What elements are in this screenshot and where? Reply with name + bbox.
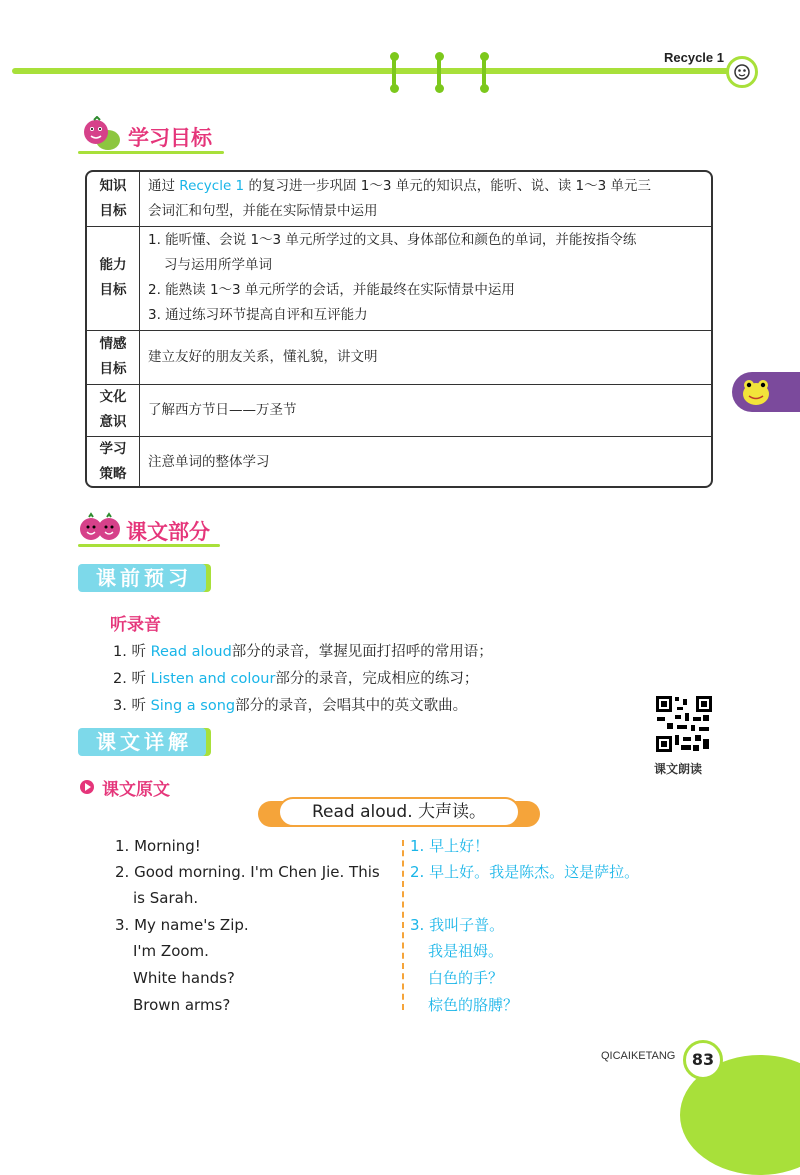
english-line: Brown arms?: [133, 996, 231, 1014]
header-line: [12, 68, 740, 74]
listen-title: 听录音: [110, 615, 161, 635]
row-content: 了解西方节日——万圣节: [140, 384, 712, 436]
english-line: 1. Morning!: [115, 837, 201, 855]
page-number: 83: [683, 1040, 723, 1080]
list-item: 2. 听 Listen and colour部分的录音，完成相应的练习；: [113, 671, 479, 687]
chinese-line: 白色的手？: [428, 969, 504, 987]
original-text-title: 课文原文: [102, 780, 170, 800]
row-label: 文化 意识: [87, 384, 140, 436]
chinese-line: 我是祖姆。: [428, 942, 504, 960]
english-line: White hands?: [133, 969, 235, 987]
english-line: 3. My name's Zip.: [115, 916, 249, 934]
chinese-line: 2. 早上好。我是陈杰。这是萨拉。: [410, 863, 640, 881]
fruit-mascot-icon: [78, 512, 122, 544]
goals-underline: [78, 151, 224, 154]
row-label: 能力 目标: [87, 226, 140, 330]
preview-banner: 课前预习: [78, 564, 206, 592]
english-line: I'm Zoom.: [133, 942, 209, 960]
english-line: is Sarah.: [133, 889, 199, 907]
mascot-icon: [726, 56, 758, 88]
qr-code-icon[interactable]: [655, 695, 713, 753]
explain-banner: 课文详解: [78, 728, 206, 756]
row-content: 1. 能听懂、会说 1～3 单元所学过的文具、身体部位和颜色的单词，并能按指令练 习与运用所学单词 2. 能熟读 1～3 单元所学的会话，并能最终在实际情景中运用 3. 通过练习环节提高自评和互评能力: [140, 226, 712, 330]
goals-title: 学习目标: [128, 126, 212, 150]
row-content: 通过 Recycle 1 的复习进一步巩固 1～3 单元的知识点，能听、说、读 1～3 单元三 会词汇和句型，并能在实际情景中运用: [140, 172, 712, 226]
footer-brand: QICAIKETANG: [601, 1050, 676, 1062]
chinese-line: 1. 早上好！: [410, 837, 490, 855]
list-item: 3. 听 Sing a song部分的录音，会唱其中的英文歌曲。: [113, 698, 468, 714]
english-line: 2. Good morning. I'm Chen Jie. This: [115, 863, 380, 881]
goals-table: [85, 170, 713, 488]
qr-label: 课文朗读: [654, 762, 703, 776]
play-bullet-icon: [80, 780, 94, 794]
chinese-line: 棕色的胳膊？: [428, 996, 519, 1014]
table-row: [87, 384, 711, 436]
list-item: 1. 听 Read aloud部分的录音，掌握见面打招呼的常用语；: [113, 644, 493, 660]
table-row: [87, 330, 711, 384]
table-row: [87, 436, 711, 488]
row-label: 学习 策略: [87, 436, 140, 488]
unit-label: Recycle 1: [664, 50, 724, 65]
row-content: 注意单词的整体学习: [140, 436, 712, 488]
lesson-underline: [78, 544, 220, 547]
side-tab: [732, 372, 800, 412]
lesson-title: 课文部分: [126, 520, 210, 544]
column-divider: [402, 840, 404, 1010]
chinese-line: 3. 我叫子普。: [410, 916, 505, 934]
table-row: [87, 172, 711, 226]
row-label: 知识 目标: [87, 172, 140, 226]
frog-icon: [736, 372, 776, 412]
table-row: [87, 226, 711, 330]
row-content: 建立友好的朋友关系，懂礼貌，讲文明: [140, 330, 712, 384]
read-aloud-title: Read aloud. 大声读。: [278, 797, 520, 827]
row-label: 情感 目标: [87, 330, 140, 384]
fruit-mascot-icon: [78, 116, 122, 152]
